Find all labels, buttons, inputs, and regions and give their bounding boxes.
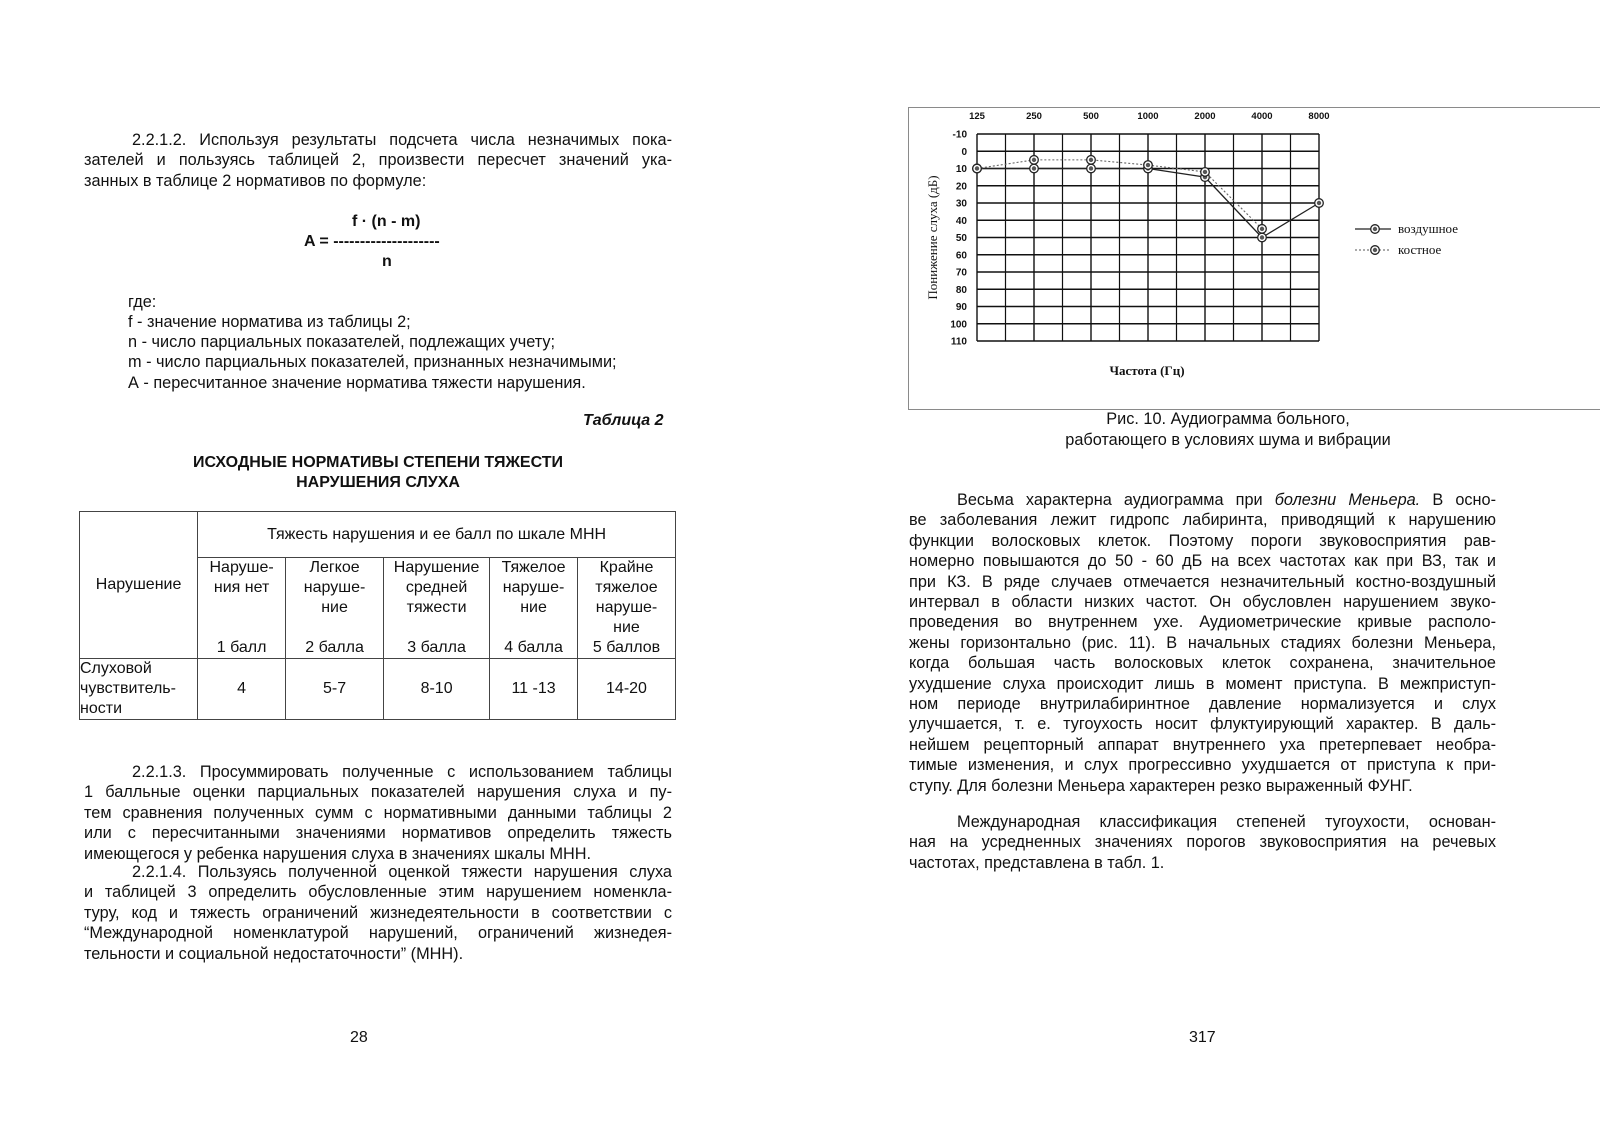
row-header: Нарушение bbox=[95, 576, 182, 593]
text-line: улучшается, т. е. тугоухость носит флуктуирующий характер. В даль- bbox=[909, 715, 1496, 734]
text-line: интервал в области низких частот. Он обусловлен нарушением звуко- bbox=[909, 593, 1496, 612]
data-point-core bbox=[1260, 235, 1264, 239]
y-tick-label: 40 bbox=[955, 215, 967, 227]
audiogram-chart bbox=[909, 108, 1600, 409]
table-title-line: ИСХОДНЫЕ НОРМАТИВЫ СТЕПЕНИ ТЯЖЕСТИ bbox=[192, 454, 564, 471]
x-tick-label: 1000 bbox=[1137, 111, 1159, 122]
legend-label: костное bbox=[1398, 242, 1442, 257]
col-label: ние bbox=[613, 619, 640, 636]
text-line: или с пересчитанными значениями нормативов определить тяжесть bbox=[84, 824, 672, 843]
text-line bbox=[909, 490, 1496, 510]
col-header bbox=[198, 558, 286, 659]
y-tick-label: -10 bbox=[952, 129, 967, 141]
text-line: “Международной номенклатурой нарушений, ограничений жизнедея- bbox=[84, 924, 672, 943]
text-line: 2.2.1.2. Используя результаты подсчета числа незначимых пока- bbox=[132, 131, 672, 149]
y-axis-label: Понижение слуха (дБ) bbox=[925, 175, 940, 300]
paragraph-meniere bbox=[909, 490, 1496, 796]
text-line: когда большая часть волосковых клеток сохранена, значительное bbox=[909, 654, 1496, 673]
col-label: тяжести bbox=[406, 599, 467, 616]
group-header: Тяжесть нарушения и ее балл по шкале МНН bbox=[267, 525, 607, 543]
col-label: ния нет bbox=[213, 579, 270, 596]
paragraph-2212 bbox=[84, 130, 672, 191]
text-line: при КЗ. В ряде случаев отмечается незначительный костно-воздушный bbox=[909, 572, 1496, 591]
value-cell: 8-10 bbox=[384, 659, 490, 720]
text-line: тем сравнения полученных сумм с нормативными данными таблицы 2 bbox=[84, 803, 672, 822]
row-header-cell bbox=[80, 512, 198, 659]
page-number: 317 bbox=[1189, 1029, 1216, 1046]
data-point-core bbox=[1032, 158, 1036, 162]
x-tick-label: 250 bbox=[1026, 111, 1042, 122]
data-point-core bbox=[1089, 158, 1093, 162]
text-line: 2.2.1.3. Просуммировать полученные с использованием таблицы bbox=[132, 763, 672, 781]
value-cell: 11 -13 bbox=[490, 659, 578, 720]
emphasis-meniere: болезни Меньера. bbox=[1274, 491, 1421, 509]
table-title bbox=[84, 453, 672, 493]
definitions-list bbox=[128, 312, 617, 393]
col-score: 5 баллов bbox=[592, 639, 661, 656]
row-label-cell bbox=[80, 659, 198, 720]
value-cell: 14-20 bbox=[577, 659, 675, 720]
text-line: ухудшение слуха происходит лишь в момент приступа. В межприступ- bbox=[909, 674, 1496, 693]
text-line: ная на усредненных значениях порогов звуковосприятия на речевых bbox=[909, 833, 1496, 852]
formula-lhs: A = -------------------- bbox=[304, 233, 440, 250]
y-tick-label: 70 bbox=[955, 267, 967, 279]
y-tick-label: 20 bbox=[955, 181, 967, 193]
legend-marker-core bbox=[1373, 227, 1377, 231]
figure-caption-line: работающего в условиях шума и вибрации bbox=[1065, 431, 1391, 449]
x-tick-label: 500 bbox=[1083, 111, 1099, 122]
col-score: 2 балла bbox=[305, 639, 364, 656]
data-point-core bbox=[1146, 163, 1150, 167]
col-header bbox=[490, 558, 578, 659]
paragraph-2213 bbox=[84, 762, 672, 864]
col-label: наруше- bbox=[595, 599, 658, 616]
data-point-core bbox=[1260, 227, 1264, 231]
col-label: тяжелое bbox=[595, 579, 658, 596]
text-line: туру, код и тяжесть ограничений жизнедеятельности в соответствии с bbox=[84, 903, 672, 922]
y-tick-label: 80 bbox=[955, 284, 967, 296]
text-line: Международная классификация степеней тугоухости, основан- bbox=[957, 813, 1496, 831]
col-label: Нарушение bbox=[393, 559, 480, 576]
data-point-core bbox=[1203, 170, 1207, 174]
value-cell: 4 bbox=[198, 659, 286, 720]
y-tick-label: 110 bbox=[950, 336, 967, 348]
row-label: ности bbox=[80, 700, 122, 717]
y-tick-label: 90 bbox=[955, 302, 967, 313]
where-text: где: bbox=[128, 293, 157, 311]
col-label: Наруше- bbox=[209, 559, 274, 576]
y-tick-label: 50 bbox=[955, 233, 967, 244]
col-score: 1 балл bbox=[216, 639, 267, 656]
text-line: зателей и пользуясь таблицей 2, произвести пересчет значений ука- bbox=[84, 151, 672, 170]
definition-item: m - число парциальных показателей, признанных незначимыми; bbox=[128, 353, 617, 372]
y-tick-label: 60 bbox=[955, 250, 967, 262]
col-label: Легкое bbox=[309, 559, 360, 576]
data-point-core bbox=[975, 166, 979, 170]
col-score: 4 балла bbox=[504, 639, 563, 656]
col-label: средней bbox=[405, 579, 468, 596]
text-line: 1 балльные оценки парциальных показателей нарушения слуха и пу- bbox=[84, 783, 672, 802]
col-label: Крайне bbox=[599, 559, 654, 576]
figure-caption-line: Рис. 10. Аудиограмма больного, bbox=[1106, 410, 1350, 428]
table-caption: Таблица 2 bbox=[583, 412, 664, 429]
legend-marker-core bbox=[1373, 248, 1377, 252]
definition-item: А - пересчитанное значение норматива тяжести нарушения. bbox=[128, 373, 586, 392]
data-point-core bbox=[1032, 166, 1036, 170]
x-tick-label: 4000 bbox=[1251, 111, 1273, 122]
text-line: тельности и социальной недостаточности” (МНН). bbox=[84, 944, 464, 963]
row-label: чувствитель- bbox=[80, 680, 176, 697]
y-tick-label: 0 bbox=[961, 146, 967, 158]
col-label: ние bbox=[321, 599, 348, 616]
table-title-line: НАРУШЕНИЯ СЛУХА bbox=[296, 474, 460, 491]
x-axis-label: Частота (Гц) bbox=[1109, 363, 1185, 378]
text-line: ном периоде внутрилабиринтное давление нормализуется и слух bbox=[909, 695, 1496, 714]
text-line: частотах, представлена в табл. 1. bbox=[909, 853, 1165, 872]
text-line: тимые изменения, и слух прогрессивно ухудшается от приступа к при- bbox=[909, 756, 1496, 775]
paragraph-international bbox=[909, 812, 1496, 873]
value-cell: 5-7 bbox=[286, 659, 384, 720]
norms-table bbox=[79, 511, 676, 720]
text-run: В осно- bbox=[1420, 491, 1496, 509]
text-line: и таблицей 3 определить обусловленные этим нарушением номенкла- bbox=[84, 883, 672, 902]
text-line: проведения во внутреннем ухе. Аудиометрические кривые располо- bbox=[909, 613, 1496, 632]
text-run: Весьма характерна аудиограмма при bbox=[957, 491, 1275, 509]
x-tick-label: 8000 bbox=[1308, 111, 1330, 122]
row-label: Слуховой bbox=[80, 660, 152, 677]
definition-item: n - число парциальных показателей, подлежащих учету; bbox=[128, 333, 556, 352]
col-label: наруше- bbox=[303, 579, 366, 596]
y-tick-label: 100 bbox=[950, 319, 967, 331]
page-number: 28 bbox=[350, 1029, 368, 1046]
col-label: Тяжелое bbox=[501, 559, 566, 576]
x-tick-label: 125 bbox=[969, 111, 985, 122]
audiogram-figure bbox=[908, 107, 1600, 410]
formula-denominator: n bbox=[382, 253, 392, 270]
group-header-cell bbox=[198, 512, 676, 558]
col-score: 3 балла bbox=[407, 639, 466, 656]
right-page bbox=[800, 0, 1600, 1132]
col-header bbox=[384, 558, 490, 659]
col-label: ние bbox=[520, 599, 547, 616]
text-line: жены горизонтально (рис. 11). В начальных стадиях болезни Меньера, bbox=[909, 633, 1496, 652]
y-tick-label: 10 bbox=[955, 164, 967, 175]
text-line: имеющегося у ребенка нарушения слуха в значениях шкалы МНН. bbox=[84, 844, 592, 863]
legend-label: воздушное bbox=[1398, 221, 1458, 236]
figure-caption bbox=[968, 409, 1488, 451]
text-line: нейшем рецепторный аппарат внутреннего уха претерпевает необра- bbox=[909, 735, 1496, 754]
text-line: ступу. Для болезни Меньера характерен резко выраженный ФУНГ. bbox=[909, 776, 1413, 795]
where-label bbox=[128, 292, 156, 312]
formula-numerator: f · (n - m) bbox=[352, 213, 421, 230]
col-header bbox=[577, 558, 675, 659]
text-line: занных в таблице 2 нормативов по формуле: bbox=[84, 171, 427, 190]
text-line: 2.2.1.4. Пользуясь полученной оценкой тяжести нарушения слуха bbox=[132, 863, 672, 881]
x-tick-label: 2000 bbox=[1194, 111, 1216, 122]
col-header bbox=[286, 558, 384, 659]
definition-item: f - значение норматива из таблицы 2; bbox=[128, 313, 411, 331]
data-point-core bbox=[1317, 201, 1321, 205]
text-line: номерно повышаются до 50 - 60 дБ на всех частотах как при ВЗ, так и bbox=[909, 552, 1496, 571]
y-tick-label: 30 bbox=[955, 198, 967, 210]
text-line: ве заболевания лежит гидропс лабиринта, приводящий к нарушению bbox=[909, 511, 1496, 530]
data-point-core bbox=[1089, 166, 1093, 170]
col-label: наруше- bbox=[502, 579, 565, 596]
paragraph-2214 bbox=[84, 862, 672, 964]
text-line: функции волосковых клеток. Поэтому пороги звуковосприятия рав- bbox=[909, 531, 1496, 550]
